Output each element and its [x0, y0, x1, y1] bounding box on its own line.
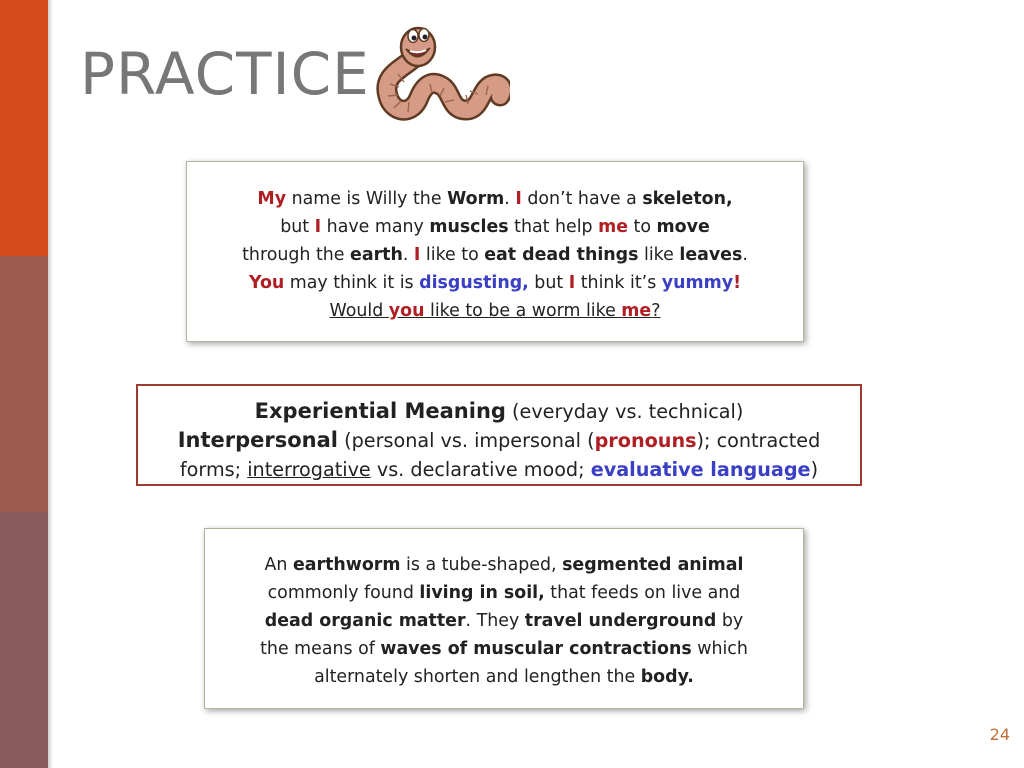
text-segment: move [656, 217, 710, 237]
text-segment: that feeds on live and [544, 583, 741, 603]
text-segment: commonly found [267, 583, 420, 603]
text-segment: vs. declarative mood; [370, 458, 591, 481]
text-segment: muscles [429, 217, 509, 237]
text-segment: (personal vs. impersonal ( [338, 429, 595, 452]
text-segment: . [504, 189, 516, 209]
text-segment: through the [242, 245, 351, 265]
text-segment: Worm [447, 189, 505, 209]
meaning-line-1 [138, 397, 860, 426]
text-segment: ); contracted [696, 429, 821, 452]
accent-strip-bottom [0, 512, 48, 768]
earthworm-line-4 [205, 635, 803, 663]
text-segment: . They [465, 611, 525, 631]
text-segment: earthworm [292, 555, 401, 575]
earthworm-line-3 [205, 607, 803, 635]
text-segment: think it’s [575, 273, 662, 293]
text-segment: like to [420, 245, 485, 265]
text-segment: I [413, 245, 421, 265]
meaning-line-3 [138, 455, 860, 484]
text-segment: like [638, 245, 680, 265]
earthworm-text-box [204, 528, 804, 709]
meaning-text-box [136, 384, 862, 486]
text-segment: Would [329, 301, 389, 321]
text-segment: living in soil, [419, 583, 545, 603]
earthworm-line-5 [205, 663, 803, 691]
text-segment: waves of muscular contractions [380, 639, 692, 659]
text-segment: you [388, 301, 425, 321]
text-segment: don’t have a [521, 189, 643, 209]
text-segment: travel underground [524, 611, 717, 631]
text-segment: earth [350, 245, 403, 265]
text-segment: alternately shorten and lengthen the [314, 667, 641, 687]
worm-text-line-1 [187, 185, 803, 213]
text-segment: ? [651, 301, 661, 321]
worm-text-line-5 [187, 297, 803, 325]
text-segment: is a tube-shaped, [400, 555, 563, 575]
text-segment: interrogative [247, 458, 371, 481]
text-segment: You [248, 273, 285, 293]
strip-shadow [48, 0, 53, 768]
earthworm-line-2 [205, 579, 803, 607]
page-number: 24 [989, 725, 1010, 744]
worm-text-line-4 [187, 269, 803, 297]
text-segment: have many [321, 217, 430, 237]
text-segment: forms; [179, 458, 248, 481]
meaning-line-2 [138, 426, 860, 455]
text-segment: I [515, 189, 522, 209]
text-segment: which [691, 639, 748, 659]
accent-strip-top [0, 0, 48, 256]
text-segment: leaves [679, 245, 743, 265]
text-segment: name is Willy the [286, 189, 448, 209]
slide-title: PRACTICE [80, 40, 370, 108]
text-segment: segmented animal [562, 555, 744, 575]
earthworm-line-1 [205, 551, 803, 579]
accent-strip-middle [0, 256, 48, 512]
text-segment: An [264, 555, 293, 575]
worm-text-line-3 [187, 241, 803, 269]
text-segment: My [257, 189, 287, 209]
text-segment: I [568, 273, 576, 293]
text-segment: . [402, 245, 414, 265]
text-segment: ) [810, 458, 819, 481]
text-segment: but [280, 217, 315, 237]
text-segment: like to be a worm like [424, 301, 622, 321]
text-segment: ! [733, 273, 742, 293]
text-segment: the means of [260, 639, 381, 659]
text-segment: me [598, 217, 629, 237]
text-segment: eat dead things [484, 245, 639, 265]
text-segment: by [716, 611, 744, 631]
text-segment: yummy [661, 273, 734, 293]
text-segment: to [628, 217, 657, 237]
text-segment: evaluative language [590, 458, 811, 481]
text-segment: disgusting, [419, 273, 529, 293]
worm-text-line-2 [187, 213, 803, 241]
worm-cartoon-icon [370, 20, 510, 125]
worm-text-box [186, 161, 804, 342]
text-segment: that help [508, 217, 599, 237]
text-segment: but [528, 273, 569, 293]
text-segment: may think it is [284, 273, 420, 293]
text-segment: . [742, 245, 748, 265]
text-segment: Interpersonal [177, 428, 338, 452]
text-segment: Experiential Meaning [254, 399, 506, 423]
text-segment: (everyday vs. technical) [505, 400, 744, 423]
text-segment: I [314, 217, 322, 237]
text-segment: dead organic matter [264, 611, 466, 631]
text-segment: me [621, 301, 652, 321]
text-segment: skeleton, [642, 189, 733, 209]
text-segment: body. [640, 667, 694, 687]
text-segment: pronouns [594, 429, 697, 452]
